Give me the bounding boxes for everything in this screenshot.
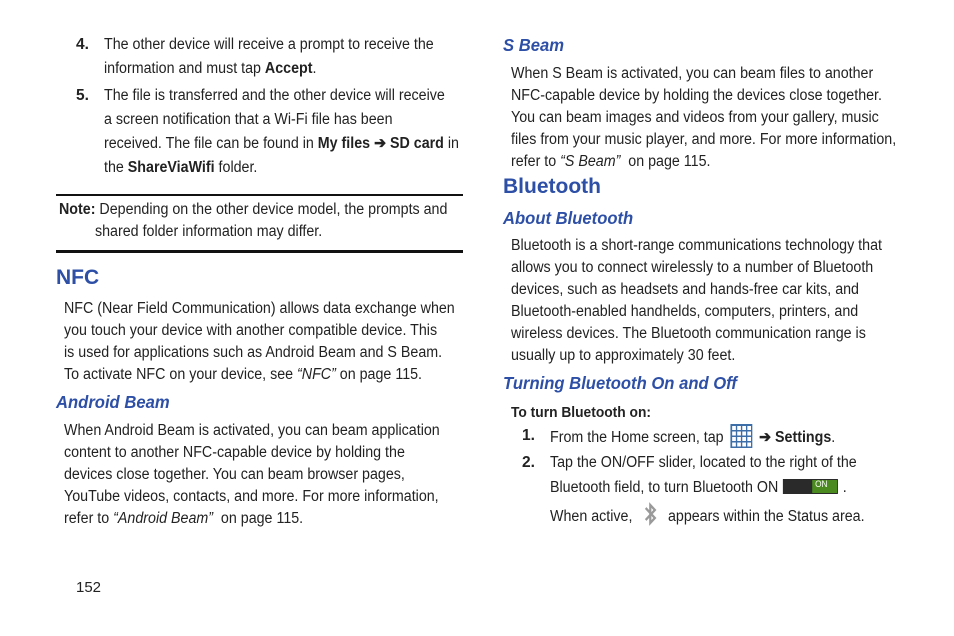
bluetooth-icon [640, 501, 660, 529]
s-beam-link[interactable]: “S Beam” [560, 153, 621, 170]
sd-card-label: SD card [389, 135, 444, 152]
android-beam-heading: Android Beam [56, 392, 170, 412]
step-number: 1. [522, 427, 535, 444]
step-number: 2. [522, 454, 535, 471]
about-bluetooth-heading: About Bluetooth [503, 208, 634, 228]
step-number: 5. [76, 87, 89, 104]
note-label: Note: [59, 201, 96, 218]
arrow-icon: ➔ [759, 429, 772, 446]
page-number: 152 [76, 579, 102, 596]
on-slider-icon[interactable] [783, 477, 838, 492]
settings-label: Settings [775, 429, 832, 446]
accept-label: Accept [264, 60, 313, 77]
bluetooth-heading: Bluetooth [503, 175, 601, 198]
s-beam-heading: S Beam [503, 35, 564, 55]
step-text: The other device will receive a prompt to receive the [104, 36, 434, 53]
slider-on-label: ON [815, 479, 828, 489]
my-files-label: My files [317, 135, 371, 152]
arrow-icon: ➔ [374, 135, 387, 152]
android-beam-link[interactable]: “Android Beam” [113, 510, 214, 527]
shareviawifi-label: ShareViaWifi [127, 159, 215, 176]
note-bottom-rule [56, 250, 463, 253]
nfc-link[interactable]: “NFC” [297, 366, 336, 383]
nfc-heading: NFC [56, 266, 100, 289]
note-top-rule [56, 194, 463, 196]
step-number: 4. [76, 36, 89, 53]
turning-bluetooth-heading: Turning Bluetooth On and Off [503, 373, 737, 393]
apps-grid-icon[interactable] [730, 424, 752, 448]
